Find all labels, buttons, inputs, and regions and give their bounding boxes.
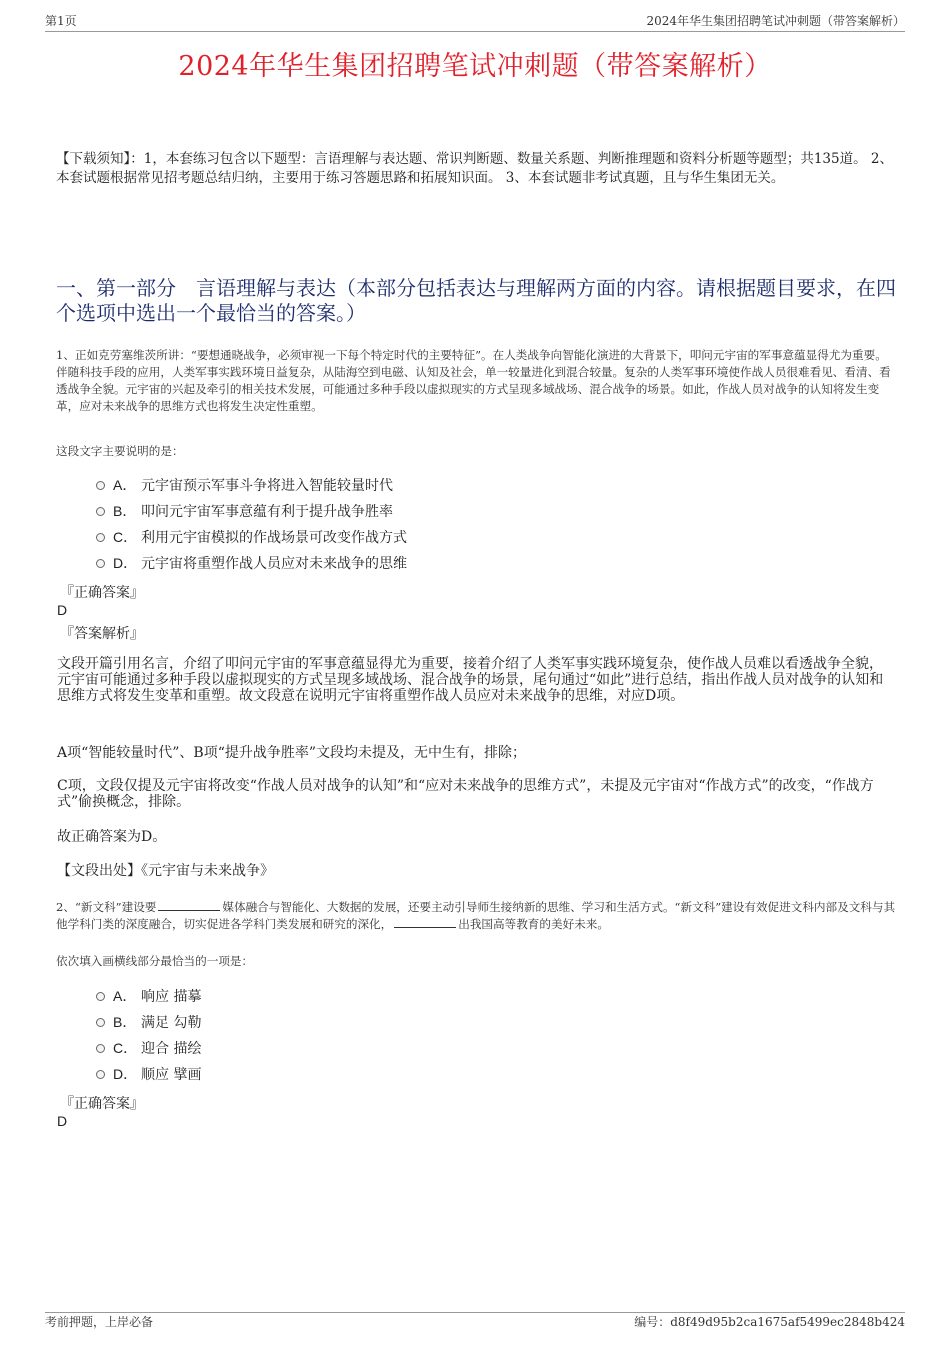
fill-blank-1 — [158, 899, 220, 911]
radio-icon[interactable] — [96, 559, 105, 568]
q2-option-c[interactable]: C． 迎合 描绘 — [96, 1035, 201, 1061]
q1-analysis-paragraph-4: 故正确答案为D。 — [57, 829, 167, 845]
q1-analysis-paragraph-2: A项“智能较量时代”、B项“提升战争胜率”文段均未提及，无中生有，排除； — [57, 745, 527, 761]
footer-code: 编号：d8f49d95b2ca1675af5499ec2848b424 — [634, 1315, 905, 1329]
q2-option-d[interactable]: D． 顺应 擘画 — [96, 1061, 201, 1087]
q2-option-b[interactable]: B． 满足 勾勒 — [96, 1009, 201, 1035]
q2-option-a[interactable]: A． 响应 描摹 — [96, 983, 201, 1009]
q2-answer-label: 『正确答案』 — [60, 1096, 144, 1112]
q1-analysis-paragraph-1: 文段开篇引用名言，介绍了叩问元宇宙的军事意蕴显得尤为重要，接着介绍了人类军事实践环境复杂，使作战人员难以看透战争全貌，元宇宙可能通过多种手段以虚拟现实的方式呈现多域战场、混合战争的场景，尾句通过“如此”进行总结，指出作战人员对战争的认知和思维方式将发生变革和重塑。故文段意在说明元宇宙将重塑作战人员应对未来战争的思维，对应D项。 — [57, 656, 884, 704]
page-footer — [45, 1312, 905, 1330]
question-2-text: 2、“新文科”建设要 媒体融合与智能化、大数据的发展，还要主动引导师生接纳新的思维、学习和生活方式。“新文科”建设有效促进文科内部及文科与其他学科门类的深度融合，切实促进各学科门类发展和研究的深化， 出我国高等教育的美好未来。 — [56, 900, 896, 931]
q1-source: 【文段出处】《元宇宙与未来战争》 — [57, 863, 274, 879]
q1-answer-label: 『正确答案』 — [60, 585, 144, 601]
question-2-prompt: 依次填入画横线部分最恰当的一项是： — [56, 954, 254, 968]
download-notice: 【下载须知】：1，本套练习包含以下题型：言语理解与表达题、常识判断题、数量关系题、判断推理题和资料分析题等题型；共135道。 2、本套试题根据常见招考题总结归纳，主要用于练习答题思路和拓展知识面。 3、本套试题非考试真题，且与华生集团无关。 — [56, 151, 893, 186]
section-heading: 一、第一部分 言语理解与表达（本部分包括表达与理解两方面的内容。请根据题目要求，在四个选项中选出一个最恰当的答案。） — [56, 276, 896, 325]
question-2-options — [96, 983, 201, 1087]
q1-analysis-paragraph-3: C项，文段仅提及元宇宙将改变“作战人员对战争的认知”和“应对未来战争的思维方式”，未提及元宇宙对“作战方式”的改变，“作战方式”偷换概念，排除。 — [57, 778, 874, 810]
q1-option-d[interactable]: D． 元宇宙将重塑作战人员应对未来战争的思维 — [96, 550, 407, 576]
question-1-prompt: 这段文字主要说明的是： — [56, 444, 184, 458]
q1-option-c[interactable]: C． 利用元宇宙模拟的作战场景可改变作战方式 — [96, 524, 407, 550]
q2-answer: D — [57, 1113, 68, 1129]
page-header — [45, 14, 905, 32]
radio-icon[interactable] — [96, 1070, 105, 1079]
document-title: 2024年华生集团招聘笔试冲刺题（带答案解析） — [178, 51, 772, 82]
q1-option-b[interactable]: B． 叩问元宇宙军事意蕴有利于提升战争胜率 — [96, 498, 407, 524]
q1-analysis-label: 『答案解析』 — [60, 626, 144, 642]
question-1-options — [96, 472, 407, 576]
radio-icon[interactable] — [96, 1044, 105, 1053]
radio-icon[interactable] — [96, 533, 105, 542]
q1-option-a[interactable]: A． 元宇宙预示军事斗争将进入智能较量时代 — [96, 472, 407, 498]
header-title: 2024年华生集团招聘笔试冲刺题（带答案解析） — [646, 14, 905, 28]
radio-icon[interactable] — [96, 481, 105, 490]
radio-icon[interactable] — [96, 992, 105, 1001]
radio-icon[interactable] — [96, 1018, 105, 1027]
page-number: 第1页 — [45, 14, 77, 28]
fill-blank-2 — [394, 916, 456, 928]
radio-icon[interactable] — [96, 507, 105, 516]
q1-answer: D — [57, 602, 68, 618]
question-1-text: 1、正如克劳塞维茨所讲：“要想通晓战争，必须审视一下每个特定时代的主要特征”。在人类战争向智能化演进的大背景下，叩问元宇宙的军事意蕴显得尤为重要。伴随科技手段的应用，人类军事实践环境日益复杂，从陆海空到电磁、认知及社会，单一较量进化到混合较量。复杂的人类军事环境使作战人员很难看见、看清、看透战争全貌。元宇宙的兴起及牵引的相关技术发展，可能通过多种手段以虚拟现实的方式呈现多域战场、混合战争的场景。如此，作战人员对战争的认知将发生变革，应对未来战争的思维方式也将发生决定性重塑。 — [56, 348, 891, 413]
footer-slogan: 考前押题，上岸必备 — [45, 1315, 154, 1329]
